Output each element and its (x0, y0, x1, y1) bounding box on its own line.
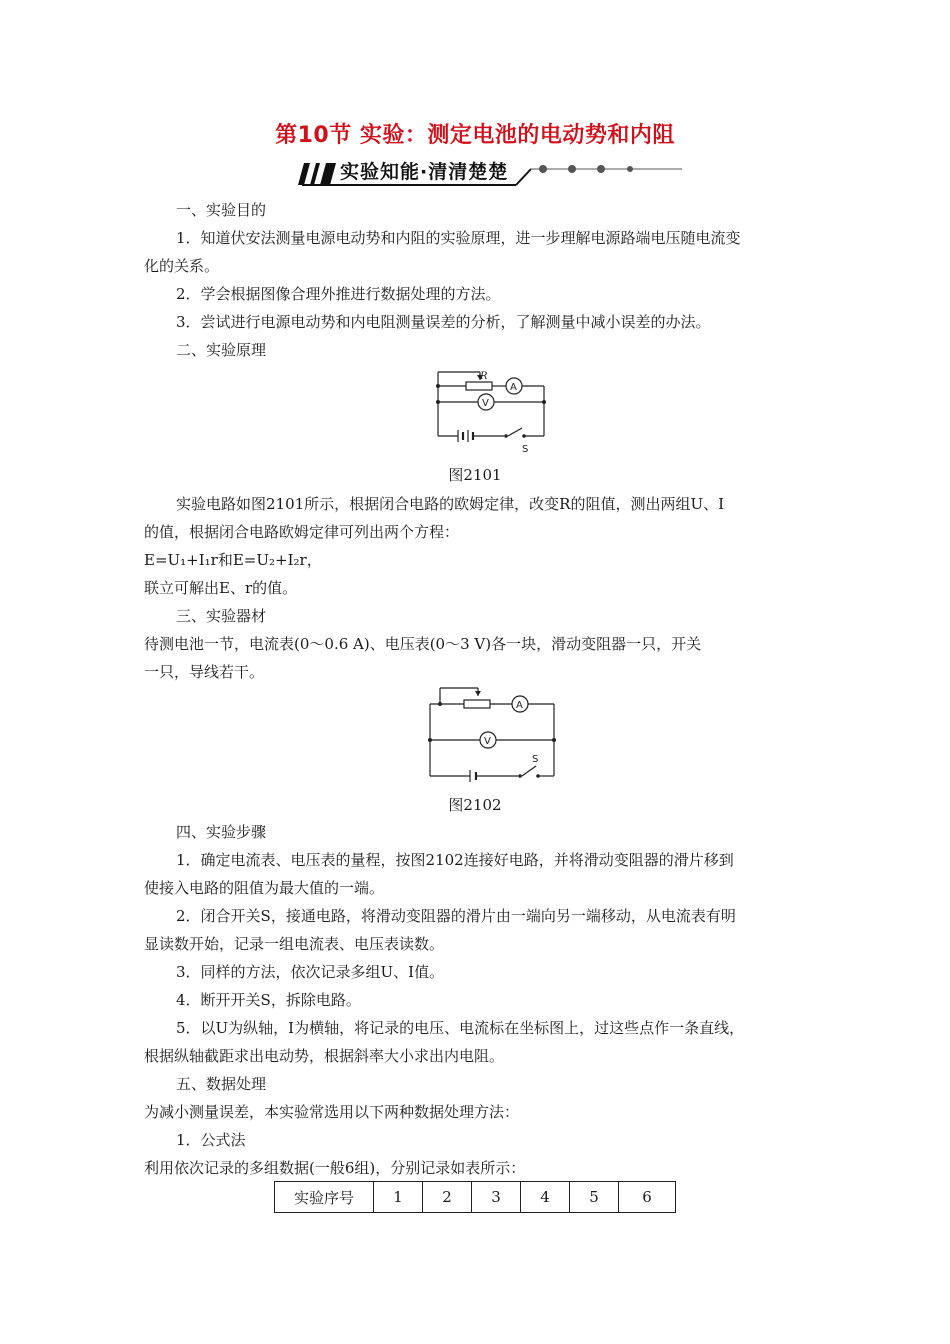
heading-principle: 二、实验原理 (176, 341, 267, 359)
table-cell: 4 (521, 1182, 570, 1213)
heading-equipment: 三、实验器材 (176, 607, 267, 625)
label-S: S (522, 444, 529, 455)
equation-line: E=U₁+I₁r和E=U₂+I₂r， (144, 551, 322, 569)
text-line: 4．断开开关S，拆除电路。 (176, 991, 361, 1009)
text-line: 显读数开始，记录一组电流表、电压表读数。 (144, 935, 445, 953)
label-V: V (484, 736, 491, 747)
circuit-diagram-2102 (424, 682, 560, 784)
banner-title: 实验知能·清清楚楚 (340, 161, 509, 183)
table-cell: 2 (423, 1182, 472, 1213)
figure-caption-2101: 图2101 (448, 466, 502, 484)
text-line: 的值，根据闭合电路欧姆定律可列出两个方程： (144, 523, 460, 541)
text-line: 1．知道伏安法测量电源电动势和内阻的实验原理，进一步理解电源路端电压随电流变 (176, 229, 741, 247)
label-S: S (532, 754, 539, 765)
heading-data: 五、数据处理 (176, 1075, 267, 1093)
text-line: 1．确定电流表、电压表的量程，按图2102连接好电路，并将滑动变阻器的滑片移到 (176, 851, 734, 869)
text-line: 根据纵轴截距求出电动势，根据斜率大小求出内电阻。 (144, 1047, 505, 1065)
table-cell: 6 (619, 1182, 676, 1213)
text-line: 化的关系。 (144, 257, 220, 275)
table-cell: 1 (374, 1182, 423, 1213)
label-A: A (510, 382, 517, 393)
heading-formula-method: 1．公式法 (176, 1131, 246, 1149)
text-line: 待测电池一节，电流表(0～0.6 A)、电压表(0～3 V)各一块，滑动变阻器一只，开关 (144, 635, 702, 653)
table-header-cell: 实验序号 (275, 1182, 374, 1213)
text-line: 为减小测量误差，本实验常选用以下两种数据处理方法： (144, 1103, 520, 1121)
label-A: A (516, 700, 523, 711)
heading-steps: 四、实验步骤 (176, 823, 267, 841)
text-line: 2．闭合开关S，接通电路，将滑动变阻器的滑片由一端向另一端移动，从电流表有明 (176, 907, 736, 925)
figure-caption-2102: 图2102 (448, 796, 502, 814)
text-line: 联立可解出E、r的值。 (144, 579, 298, 597)
heading-purpose: 一、实验目的 (176, 201, 267, 219)
text-line: 5．以U为纵轴，I为横轴，将记录的电压、电流标在坐标图上，过这些点作一条直线， (176, 1019, 745, 1037)
text-line: 利用依次记录的多组数据(一般6组)，分别记录如表所示： (144, 1159, 526, 1177)
label-V: V (482, 398, 489, 409)
circuit-diagram-2101 (432, 366, 550, 456)
label-R: R (480, 371, 488, 382)
data-table (274, 1181, 676, 1213)
text-line: 使接入电路的阻值为最大值的一端。 (144, 879, 385, 897)
text-line: 一只，导线若干。 (144, 663, 265, 681)
page-title: 第10节 实验：测定电池的电动势和内阻 (275, 123, 675, 148)
text-line: 实验电路如图2101所示，根据闭合电路的欧姆定律，改变R的阻值，测出两组U、I (176, 495, 725, 513)
text-line: 3．尝试进行电源电动势和内电阻测量误差的分析，了解测量中减小误差的办法。 (176, 313, 711, 331)
table-row (275, 1182, 676, 1213)
table-cell: 5 (570, 1182, 619, 1213)
section-banner (296, 155, 686, 189)
table-cell: 3 (472, 1182, 521, 1213)
text-line: 3．同样的方法，依次记录多组U、I值。 (176, 963, 445, 981)
text-line: 2．学会根据图像合理外推进行数据处理的方法。 (176, 285, 501, 303)
